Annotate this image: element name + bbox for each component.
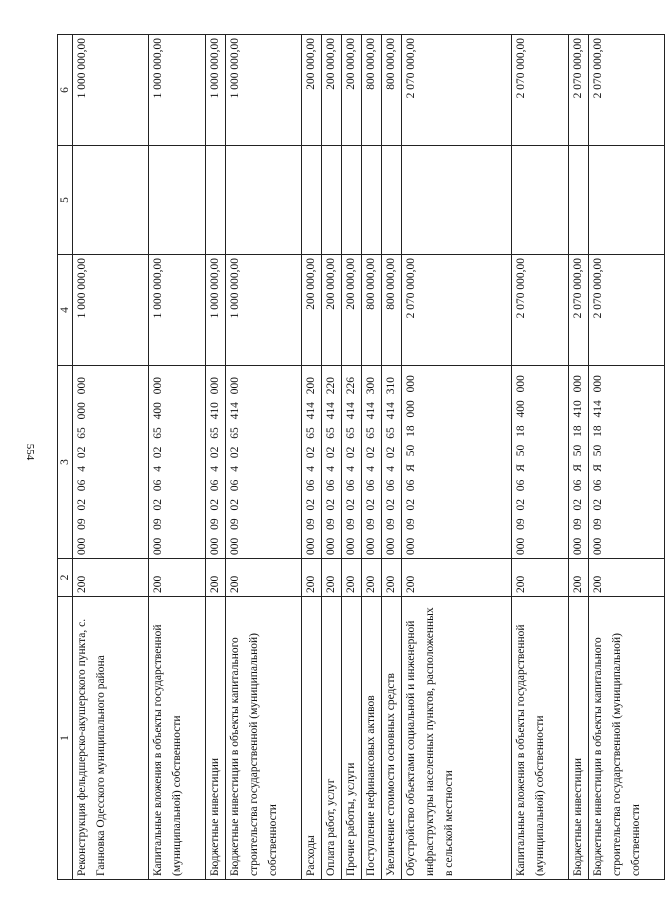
row-value-6: 200 000,00 (342, 35, 362, 146)
row-classification: 000 09 02 06 Я 50 18 400 000 (512, 366, 569, 559)
budget-table (57, 34, 665, 880)
row-name: Реконструкция фельдшерско-акушерского пункта, с. Ганновка Одесского муниципального района (73, 597, 149, 880)
row-value-6: 1 000 000,00 (226, 35, 302, 146)
table-row (402, 35, 512, 880)
row-value-5 (302, 146, 322, 255)
row-value-4: 2 070 000,00 (512, 255, 569, 366)
table-row (302, 35, 322, 880)
row-code: 200 (382, 559, 402, 597)
row-value-5 (569, 146, 589, 255)
table-row (73, 35, 149, 880)
row-value-4: 1 000 000,00 (206, 255, 226, 366)
table-row (342, 35, 362, 880)
row-classification: 000 09 02 06 4 02 65 414 200 (302, 366, 322, 559)
row-value-5 (73, 146, 149, 255)
row-value-6: 2 070 000,00 (589, 35, 665, 146)
row-value-6: 2 070 000,00 (402, 35, 512, 146)
row-value-5 (382, 146, 402, 255)
row-code: 200 (322, 559, 342, 597)
row-name: Оплата работ, услуг (322, 597, 342, 880)
row-code: 200 (402, 559, 512, 597)
row-value-4: 2 070 000,00 (569, 255, 589, 366)
row-name: Поступление нефинансовых активов (362, 597, 382, 880)
row-name: Бюджетные инвестиции (569, 597, 589, 880)
row-value-5 (402, 146, 512, 255)
row-value-6: 1 000 000,00 (149, 35, 206, 146)
row-value-4: 800 000,00 (382, 255, 402, 366)
header-col-5: 5 (58, 146, 73, 255)
table-row (512, 35, 569, 880)
header-col-3: 3 (58, 366, 73, 559)
row-classification: 000 09 02 06 4 02 65 400 000 (149, 366, 206, 559)
row-code: 200 (206, 559, 226, 597)
row-code: 200 (342, 559, 362, 597)
row-value-4: 2 070 000,00 (402, 255, 512, 366)
row-classification: 000 09 02 06 Я 50 18 000 000 (402, 366, 512, 559)
row-value-5 (206, 146, 226, 255)
table-row (569, 35, 589, 880)
row-value-5 (226, 146, 302, 255)
row-classification: 000 09 02 06 4 02 65 414 310 (382, 366, 402, 559)
row-name: Расходы (302, 597, 322, 880)
row-name: Бюджетные инвестиции (206, 597, 226, 880)
row-classification: 000 09 02 06 4 02 65 414 000 (226, 366, 302, 559)
header-col-6: 6 (58, 35, 73, 146)
row-classification: 000 09 02 06 4 02 65 000 000 (73, 366, 149, 559)
row-code: 200 (589, 559, 665, 597)
table-row (589, 35, 665, 880)
row-code: 200 (512, 559, 569, 597)
table-body (73, 35, 665, 880)
row-value-6: 800 000,00 (382, 35, 402, 146)
row-value-6: 1 000 000,00 (206, 35, 226, 146)
table-row (322, 35, 342, 880)
header-col-2: 2 (58, 559, 73, 597)
row-name: Бюджетные инвестиции в объекты капитального строительства государственной (муниципальной) собственности (589, 597, 665, 880)
table-row (362, 35, 382, 880)
row-value-5 (362, 146, 382, 255)
table-row (206, 35, 226, 880)
row-code: 200 (226, 559, 302, 597)
table-row (149, 35, 206, 880)
row-classification: 000 09 02 06 4 02 65 414 220 (322, 366, 342, 559)
row-value-6: 800 000,00 (362, 35, 382, 146)
row-value-4: 200 000,00 (342, 255, 362, 366)
header-col-1: 1 (58, 597, 73, 880)
row-code: 200 (73, 559, 149, 597)
row-value-6: 1 000 000,00 (73, 35, 149, 146)
row-classification: 000 09 02 06 Я 50 18 410 000 (569, 366, 589, 559)
header-row (58, 35, 73, 880)
row-name: Увеличение стоимости основных средств (382, 597, 402, 880)
row-code: 200 (362, 559, 382, 597)
row-value-4: 200 000,00 (302, 255, 322, 366)
row-name: Бюджетные инвестиции в объекты капитального строительства государственной (муниципальной) собственности (226, 597, 302, 880)
table-row (382, 35, 402, 880)
row-value-6: 200 000,00 (302, 35, 322, 146)
row-value-6: 200 000,00 (322, 35, 342, 146)
row-value-4: 800 000,00 (362, 255, 382, 366)
page-number: 554 (24, 443, 36, 461)
row-value-5 (589, 146, 665, 255)
row-value-6: 2 070 000,00 (512, 35, 569, 146)
row-value-5 (342, 146, 362, 255)
row-value-5 (322, 146, 342, 255)
table-row (226, 35, 302, 880)
row-value-6: 2 070 000,00 (569, 35, 589, 146)
row-code: 200 (149, 559, 206, 597)
row-value-5 (149, 146, 206, 255)
header-col-4: 4 (58, 255, 73, 366)
rotated-page (57, 35, 642, 880)
row-classification: 000 09 02 06 4 02 65 414 300 (362, 366, 382, 559)
row-value-4: 1 000 000,00 (226, 255, 302, 366)
row-classification: 000 09 02 06 Я 50 18 414 000 (589, 366, 665, 559)
row-value-4: 200 000,00 (322, 255, 342, 366)
row-name: Капитальные вложения в объекты государственной (муниципальной) собственности (149, 597, 206, 880)
row-name: Обустройство объектами социальной и инженерной инфраструктуры населенных пунктов, расположенных в сельской местности (402, 597, 512, 880)
row-code: 200 (302, 559, 322, 597)
row-classification: 000 09 02 06 4 02 65 410 000 (206, 366, 226, 559)
row-value-5 (512, 146, 569, 255)
row-classification: 000 09 02 06 4 02 65 414 226 (342, 366, 362, 559)
row-value-4: 1 000 000,00 (73, 255, 149, 366)
row-code: 200 (569, 559, 589, 597)
row-name: Капитальные вложения в объекты государственной (муниципальной) собственности (512, 597, 569, 880)
row-value-4: 2 070 000,00 (589, 255, 665, 366)
row-name: Прочие работы, услуги (342, 597, 362, 880)
row-value-4: 1 000 000,00 (149, 255, 206, 366)
